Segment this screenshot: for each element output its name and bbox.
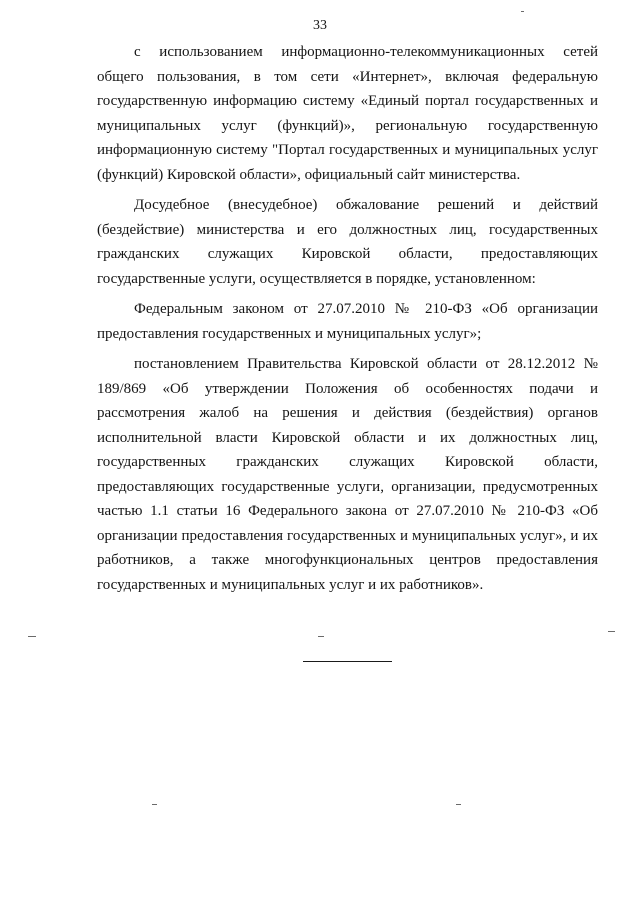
paragraph-government-resolution: постановлением Правительства Кировской области от 28.12.2012 № 189/869 «Об утверждении Положения об особенностях подачи и рассмотрения жалоб на решения и действия (бездействия) органов исполнительной власти Кировской области и их должностных лиц, государственных гражданских служащих Кировской области, предоставляющих государственные услуги, организации, предусмотренных частью 1.1 статьи 16 Федерального закона от 27.07.2010 № 210-ФЗ «Об организации предоставления государственных и муниципальных услуг», и их работников, а также многофункциональных центров предоставления государственных и муниципальных услуг и их работников». [97,356,598,593]
paragraph-federal-law: Федеральным законом от 27.07.2010 № 210-ФЗ «Об организации предоставления государственных и муниципальных услуг»; [97,301,598,342]
scan-speck [521,11,524,12]
scan-speck [28,636,36,637]
end-of-text-rule [303,661,392,662]
page-number: 33 [313,18,327,33]
scan-speck [318,636,324,637]
scan-speck [456,804,461,805]
scan-speck [152,804,157,805]
paragraph-pretrial-appeal: Досудебное (внесудебное) обжалование решений и действий (бездействие) министерства и его должностных лиц, государственных гражданских служащих Кировской области, предоставляющих государственные услуги, осуществляется в порядке, установленном: [97,197,598,287]
paragraph-information-channels: с использованием информационно-телекоммуникационных сетей общего пользования, в том сети «Интернет», включая федеральную государственную информацию систему «Единый портал государственных и муниципальных услуг (функций)», региональную государственную информационную систему "Портал государственных и муниципальных услуг (функций) Кировской области», официальный сайт министерства. [97,44,598,183]
document-body [97,40,598,597]
scan-speck [608,631,615,632]
